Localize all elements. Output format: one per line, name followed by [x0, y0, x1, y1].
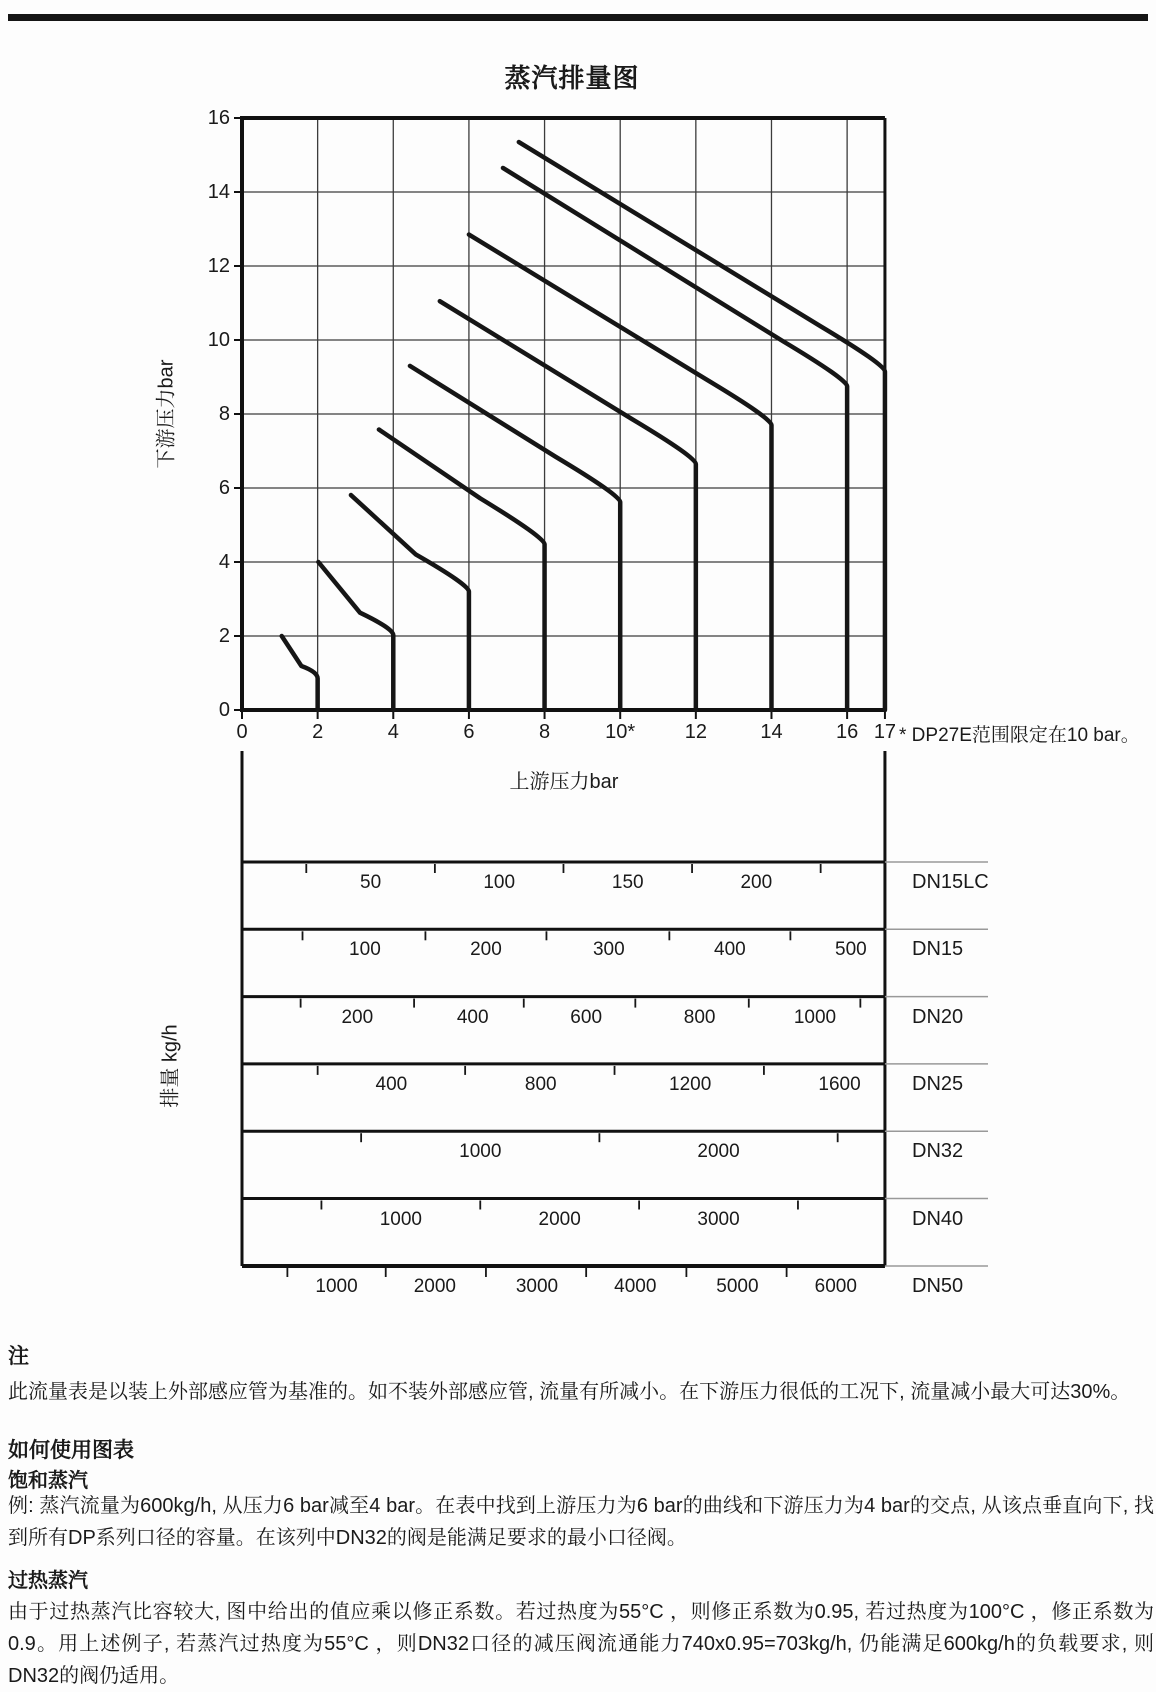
scale-value-label: 400 — [714, 939, 746, 961]
superheated-steam-paragraph: 由于过热蒸汽比容较大, 图中给出的值应乘以修正系数。若过热度为55°C ，则修正系数为0.95, 若过热度为100°C ，修正系数为0.9。用上述例子, 若蒸汽过热度为55°C ，则DN32口径的减压阀流通能力740x0.95=703kg/h, 仍能满足600kg/h的负载要求, 则DN32的阀仍适用。 — [8, 1601, 1154, 1687]
saturated-steam-heading: 饱和蒸汽 — [8, 1470, 88, 1492]
dn-size-label-dn25: DN25 — [912, 1072, 964, 1095]
scale-value-label: 150 — [611, 872, 644, 893]
scale-value-label: 1200 — [669, 1073, 712, 1095]
scale-value-label: 800 — [683, 1006, 716, 1028]
scale-value-label: 4000 — [614, 1276, 657, 1297]
saturated-steam-paragraph: 例: 蒸汽流量为600kg/h, 从压力6 bar减至4 bar。在表中找到上游压力为6 bar的曲线和下游压力为4 bar的交点, 从该点垂直向下, 找到所有DP系列口径的容量。在该列中DN32的阀是能满足要求的最小口径阀。 — [8, 1495, 1154, 1549]
scale-value-label: 800 — [524, 1073, 557, 1095]
x-tick-label: 2 — [312, 721, 324, 743]
y-tick-label: 8 — [218, 403, 230, 425]
capacity-axis-label: 排量 kg/h — [159, 1024, 182, 1108]
upstream-pressure-label: 上游压力bar — [509, 771, 619, 793]
x-tick-label: 0 — [236, 721, 248, 743]
x-tick-label: 12 — [684, 721, 707, 743]
scale-value-label: 3000 — [697, 1208, 740, 1230]
x-tick-label: 16 — [835, 721, 859, 743]
scale-value-label: 600 — [570, 1006, 603, 1028]
note-heading: 注 — [8, 1345, 29, 1368]
x-tick-label: 14 — [760, 721, 783, 743]
scale-value-label: 200 — [470, 939, 502, 961]
x-tick-label: 10* — [605, 721, 636, 743]
y-tick-label: 6 — [218, 477, 230, 499]
dn-size-label-dn20: DN20 — [912, 1005, 964, 1028]
scale-value-label: 1000 — [459, 1141, 502, 1163]
scale-value-label: 3000 — [515, 1276, 559, 1297]
scale-value-label: 500 — [835, 939, 867, 961]
y-tick-label: 2 — [218, 625, 230, 647]
dn-size-label-dn40: DN40 — [912, 1207, 964, 1230]
scale-value-label: 1600 — [818, 1073, 861, 1095]
y-tick-label: 16 — [207, 107, 230, 129]
y-tick-label: 4 — [218, 551, 230, 573]
x-tick-label: 8 — [538, 721, 551, 743]
x-tick-label: 17 — [873, 721, 897, 743]
scale-value-label: 400 — [375, 1073, 408, 1095]
scale-value-label: 2000 — [697, 1141, 740, 1163]
x-tick-label: 6 — [463, 721, 475, 743]
scale-value-label: 50 — [360, 872, 382, 893]
scale-value-label: 1000 — [793, 1006, 837, 1028]
dn-size-label-dn50: DN50 — [912, 1275, 964, 1297]
y-tick-label: 12 — [207, 255, 230, 277]
scale-value-label: 1000 — [379, 1208, 422, 1230]
scale-value-label: 200 — [341, 1006, 374, 1028]
scale-value-label: 400 — [456, 1006, 489, 1028]
scale-value-label: 1000 — [315, 1276, 358, 1297]
scale-value-label: 100 — [349, 939, 381, 961]
chart-title: 蒸汽排量图 — [504, 63, 640, 93]
scale-value-label: 2000 — [413, 1276, 457, 1297]
scale-value-label: 2000 — [538, 1208, 581, 1230]
dn-size-label-dn15: DN15 — [912, 938, 964, 961]
dn-size-label-dn32: DN32 — [912, 1140, 964, 1163]
scale-value-label: 300 — [592, 939, 625, 961]
howto-heading: 如何使用图表 — [8, 1439, 134, 1462]
scale-value-label: 200 — [740, 872, 773, 893]
scale-value-label: 100 — [483, 872, 516, 893]
superheated-steam-heading: 过热蒸汽 — [8, 1570, 88, 1592]
y-axis-label: 下游压力bar — [155, 359, 178, 469]
dn-size-label-dn15lc: DN15LC — [912, 871, 989, 893]
dp27e-footnote: * DP27E范围限定在10 bar。 — [899, 725, 1140, 746]
y-tick-label: 14 — [207, 181, 230, 203]
x-tick-label: 4 — [387, 721, 399, 743]
scale-value-label: 5000 — [716, 1276, 759, 1297]
y-tick-label: 10 — [207, 329, 230, 351]
y-tick-label: 0 — [218, 699, 230, 721]
scale-value-label: 6000 — [814, 1276, 857, 1297]
note-paragraph: 此流量表是以装上外部感应管为基准的。如不装外部感应管, 流量有所减小。在下游压力很低的工况下, 流量减小最大可达30%。 — [8, 1381, 1131, 1403]
